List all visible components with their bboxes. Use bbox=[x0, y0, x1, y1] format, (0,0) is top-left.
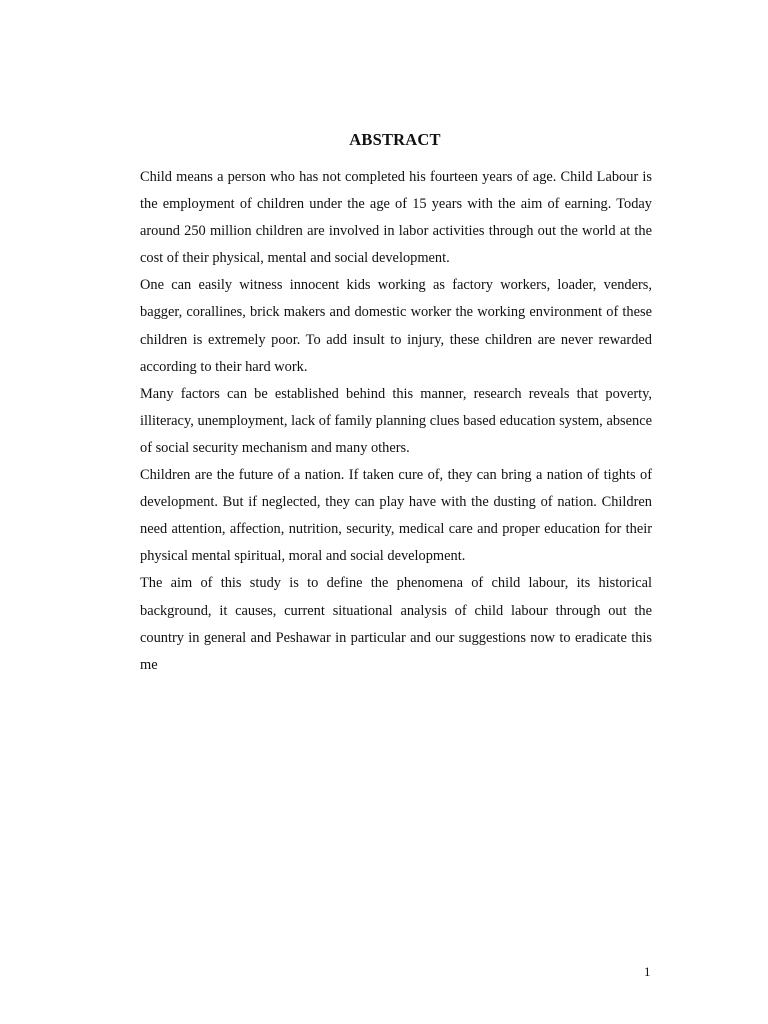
abstract-body bbox=[140, 164, 652, 679]
page-number: 1 bbox=[644, 964, 651, 979]
paragraph-1: Child means a person who has not completed his fourteen years of age. Child Labour is the employment of children under the age of 15 years with the aim of earning. Today around 250 million children are involved in labor activities through out the world at the cost of their physical, mental and social development. bbox=[140, 169, 652, 267]
paragraph-4: Children are the future of a nation. If taken cure of, they can bring a nation of tights of development. But if neglected, they can play have with the dusting of nation. Children need attention, affection, nutrition, security, medical care and proper education for their physical mental spiritual, moral and social development. bbox=[140, 467, 652, 565]
paragraph-2: One can easily witness innocent kids working as factory workers, loader, venders, bagger, corallines, brick makers and domestic worker the working environment of these children is extremely poor. To add insult to injury, these children are never rewarded according to their hard work. bbox=[140, 277, 652, 375]
page-title: ABSTRACT bbox=[349, 130, 441, 149]
paragraph-5: The aim of this study is to define the phenomena of child labour, its historical background, it causes, current situational analysis of child labour through out the country in general and Peshawar in particular and our suggestions now to eradicate this me bbox=[140, 575, 652, 673]
paragraph-3: Many factors can be established behind this manner, research reveals that poverty, illiteracy, unemployment, lack of family planning clues based education system, absence of social security mechanism and many others. bbox=[140, 385, 652, 456]
